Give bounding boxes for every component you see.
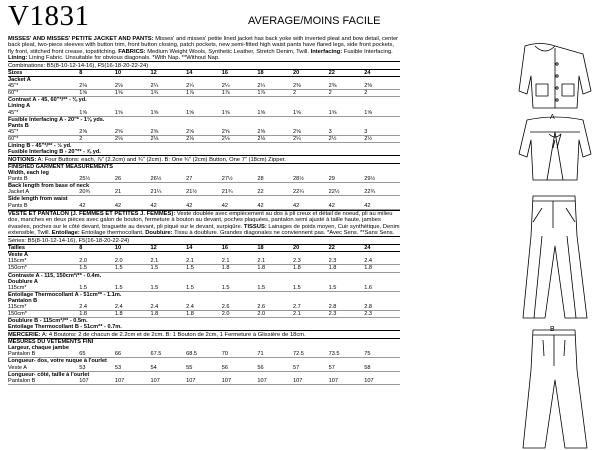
note-row: Lining B - 45"*/** - ½ yd.	[8, 143, 72, 150]
note-row: Doublure B - 115cm*/** - 0.5m.	[8, 318, 88, 325]
pattern-code: V1831	[8, 0, 90, 32]
section-row: FINISHED GARMENT MEASUREMENTS	[8, 164, 400, 171]
french-description: VESTE ET PANTALON (J. FEMMES ET PETITES J. FEMMES): Veste doublée avec empiècement au dos à pli creux et détail de noeud, pli au milieu dos, manches en deux pièces avec galon de bouton, fermeture à bouton au devant, poches plaquées, pantalon semi ajusté à taille haute, jambes évasées, poches sur le côté devant, braguette au devant, pli piqué sur le devant, surpiqûre. TISSUS: Lainages de poids moyen, Cuir synthétique, Denim extensible, Twill. Entoilage: Entoilage thermocollant. Doublure: Tissu à doublure. Grandes diagonales ne conviennent pas. *Avec Sens. **Sans Sens.	[8, 211, 400, 237]
difficulty-label: AVERAGE/MOINS FACILE	[248, 15, 381, 27]
table-row: 45"* 1⅝ 1⅝ 1⅝ 1⅝ 1⅝ 1⅝ 1⅝ 1⅝ 1⅝	[8, 110, 400, 117]
table-row: Pantalon B 107 107 107 107 107 107 107 107 107	[8, 378, 400, 385]
sizes-header-row: Tailles 8 10 12 14 16 18 20 22 24	[8, 245, 400, 252]
table-row: Pants B 25½ 26 26½ 27 27½ 28 28½ 29 29½	[8, 176, 400, 183]
jacket-front-drawing	[519, 44, 591, 109]
table-row: 45"* 2⅛ 2⅛ 2¼ 2¼ 2¼ 2¼ 2⅜ 2⅜ 2⅜	[8, 83, 400, 90]
section-row: Pantalon B	[8, 297, 38, 304]
table-row: 115cm* 2.4 2.4 2.4 2.4 2.6 2.6 2.7 2.8 2.8	[8, 304, 400, 311]
garment-line-drawings	[405, 36, 605, 450]
section-row: Width, each leg	[8, 170, 49, 177]
series: Séries: B5(8-10-12-14-16), F5(16-18-20-22-24)	[8, 236, 400, 244]
table-row: 150cm* 1.5 1.5 1.5 1.5 1.8 1.8 1.8 1.8 1.8	[8, 265, 400, 272]
table-row: 60"* 1⅝ 1⅝ 1¾ 1⅞ 1⅞ 1⅞ 2 2 2	[8, 90, 400, 97]
table-row: Jacket A 20¾ 21 21¼ 21½ 21¾ 22 22¼ 22½ 22¾	[8, 189, 400, 196]
section-row: Lining A	[8, 103, 31, 110]
sizes-header-row: Sizes 8 10 12 14 16 18 20 22 24	[8, 69, 400, 76]
notions: NOTIONS: A: Four Buttons: each, ⅞" (2.2cm) and ¾" (2cm). B: One ¾" (2cm) Button, One 7" (18cm) Zipper.	[8, 155, 400, 163]
note-row: Fusible Interfacing A - 20"* - 1⅛ yds.	[8, 116, 105, 123]
header	[8, 2, 598, 32]
table-row: 60"* 2 2⅛ 2⅛ 2⅛ 2⅛ 2⅛ 2¼ 2½ 2½	[8, 135, 400, 142]
note-row: Contrast A - 45, 60"*/** - ⅜ yd.	[8, 97, 87, 104]
section-row: MESURES DU VÊTEMENTS FINI	[8, 339, 400, 346]
technical-drawings	[405, 36, 605, 450]
mercerie: MERCERIE: A: 4 Boutons: 2 de chacun de 2.2cm et de 2cm. B: 1 Bouton de 2cm, 1 Fermeture à Glissière de 18cm.	[8, 330, 400, 338]
section-row: Pants B	[8, 122, 29, 129]
table-row: Pants B 42 42 42 42 42 42 42 42 42	[8, 203, 400, 210]
note-row: Entoilage Thermocollant B - 51cm** - 0.7m.	[8, 324, 122, 331]
table-row: 150cm* 1.8 1.8 1.8 1.8 2.0 2.0 2.1 2.3 2.3	[8, 311, 400, 318]
pattern-back-text	[8, 36, 400, 385]
section-row: Back length from base of neck	[8, 183, 90, 190]
table-row: 115cm* 2.0 2.0 2.1 2.1 2.1 2.1 2.3 2.3 2.4	[8, 258, 400, 265]
yardage-table-french	[8, 244, 400, 330]
english-description: MISSES' AND MISSES' PETITE JACKET AND PANTS: Misses' and misses' petite lined jacket has back yoke with inverted pleat and bow detail, center back pleat, two-piece sleeves with button trim, front button closing, patch pockets, new semi-fitted high waist pants have flared legs, side front pockets, fly front, stitched front crease, topstitching. FABRICS: Medium Weight Wools, Synthetic Leather, Stretch Denim, Twill. Interfacing: Fusible Interfacing. Lining: Lining Fabric. Unsuitable for obvious diagonals. *With Nap. **Without Nap.	[8, 36, 399, 61]
yardage-table-english	[8, 69, 400, 155]
pants-back-drawing	[523, 330, 587, 448]
section-row: Doublure A	[8, 278, 38, 285]
section-row: Side length from waist	[8, 196, 68, 203]
section-row: Jacket A	[8, 77, 31, 84]
label-a: A	[550, 114, 555, 121]
combinations: Combinations: B5(8-10-12-14-16), F5(16-18-20-22-24)	[8, 61, 400, 69]
section-row: Longueur- côté, taille à l'ourlet	[8, 371, 90, 378]
section-row: Largeur, chaque jambe	[8, 345, 69, 352]
finished-measurements-french	[8, 338, 400, 385]
note-row: Contraste A - 115, 150cm*/** - 0.4m.	[8, 272, 102, 279]
table-row: Pantalon B 65 66 67.5 68.5 70 71 72.5 73.5 75	[8, 351, 400, 358]
section-row: Longueur- dos, votre nuque à l'ourlet	[8, 358, 107, 365]
table-row: 115cm* 1.5 1.5 1.5 1.5 1.5 1.5 1.5 1.5 1.6	[8, 285, 400, 292]
label-b: B	[550, 326, 555, 333]
table-row: Veste A 53 53 54 55 56 56 57 57 58	[8, 365, 400, 372]
jacket-back-drawing	[519, 117, 591, 180]
finished-measurements-english	[8, 163, 400, 210]
pants-front-drawing	[523, 196, 587, 318]
note-row: Entoilage Thermocollant A - 51cm** - 1.1m.	[8, 291, 122, 298]
section-row: Veste A	[8, 252, 29, 259]
note-row: Fusible Interfacing B - 20"** - ⅝ yd.	[8, 149, 101, 156]
table-row: 45"* 2⅝ 2⅝ 2⅝ 2⅝ 2⅝ 2⅝ 2⅝ 3 3	[8, 129, 400, 136]
